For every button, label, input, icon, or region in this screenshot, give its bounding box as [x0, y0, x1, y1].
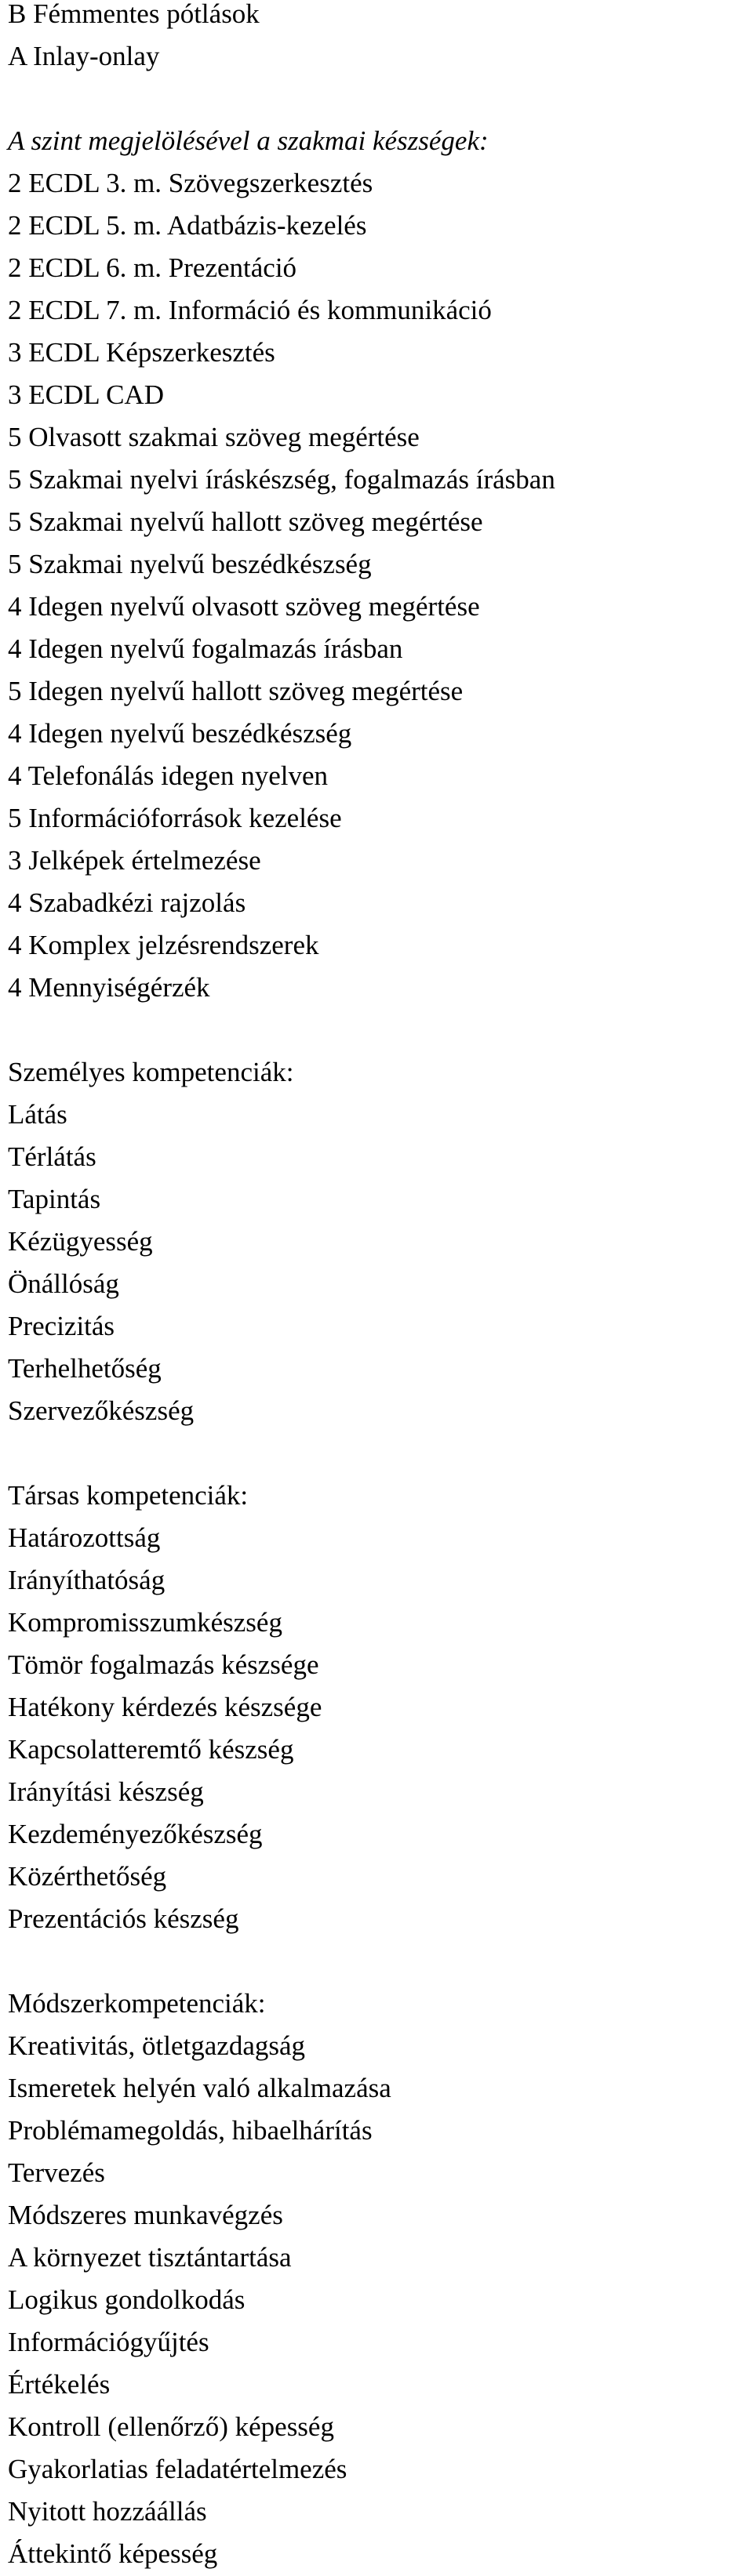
- list-item: 2 ECDL 5. m. Adatbázis-kezelés: [8, 210, 367, 241]
- list-item: 5 Információforrások kezelése: [8, 803, 342, 833]
- list-item: Kezdeményezőkészség: [8, 1819, 263, 1849]
- list-item: 3 Jelképek értelmezése: [8, 845, 261, 876]
- document-body: [8, 0, 745, 2576]
- list-item: 4 Mennyiségérzék: [8, 972, 210, 1003]
- list-item: Értékelés: [8, 2369, 111, 2400]
- list-item: Gyakorlatias feladatértelmezés: [8, 2454, 347, 2484]
- list-item: Kreativitás, ötletgazdagság: [8, 2030, 306, 2061]
- list-item: 2 ECDL 6. m. Prezentáció: [8, 252, 297, 283]
- section-heading-modszer: Módszerkompetenciák:: [8, 1988, 266, 2019]
- list-item: Látás: [8, 1099, 67, 1130]
- header-line-1: B Fémmentes pótlások: [8, 0, 260, 29]
- list-item: Tömör fogalmazás készsége: [8, 1649, 319, 1680]
- list-item: 5 Szakmai nyelvű beszédkészség: [8, 549, 372, 579]
- section-heading-szakmai: A szint megjelölésével a szakmai készségek:: [8, 125, 489, 156]
- list-item: 3 ECDL Képszerkesztés: [8, 337, 275, 368]
- spacer: [8, 1010, 745, 1052]
- list-item: 4 Komplex jelzésrendszerek: [8, 930, 319, 960]
- list-item: Térlátás: [8, 1141, 96, 1172]
- list-item: Tapintás: [8, 1184, 101, 1214]
- section-heading-szemelyes: Személyes kompetenciák:: [8, 1057, 294, 1087]
- list-item: 2 ECDL 3. m. Szövegszerkesztés: [8, 168, 373, 198]
- list-item: Prezentációs készség: [8, 1903, 239, 1934]
- list-item: Kézügyesség: [8, 1226, 153, 1257]
- szakmai-list: [8, 163, 745, 1010]
- list-item: Problémamegoldás, hibaelhárítás: [8, 2115, 373, 2146]
- section-heading-tarsas: Társas kompetenciák:: [8, 1480, 249, 1511]
- list-item: A környezet tisztántartása: [8, 2242, 292, 2273]
- list-item: Kapcsolatteremtő készség: [8, 1734, 294, 1765]
- list-item: Önállóság: [8, 1268, 119, 1299]
- list-item: Szervezőkészség: [8, 1395, 195, 1426]
- list-item: 4 Idegen nyelvű olvasott szöveg megértése: [8, 591, 480, 622]
- list-item: Kontroll (ellenőrző) képesség: [8, 2411, 334, 2442]
- spacer: [8, 1433, 745, 1475]
- modszer-list: [8, 2026, 745, 2576]
- list-item: Tervezés: [8, 2157, 105, 2188]
- list-item: Közérthetőség: [8, 1861, 167, 1892]
- spacer: [8, 78, 745, 121]
- list-item: 4 Szabadkézi rajzolás: [8, 887, 246, 918]
- list-item: Információgyűjtés: [8, 2327, 209, 2357]
- list-item: Áttekintő képesség: [8, 2538, 218, 2569]
- tarsas-list: [8, 1518, 745, 1941]
- list-item: 5 Olvasott szakmai szöveg megértése: [8, 422, 420, 452]
- szemelyes-list: [8, 1094, 745, 1433]
- list-item: 5 Szakmai nyelvi íráskészség, fogalmazás írásban: [8, 464, 555, 495]
- header-line-2: A Inlay-onlay: [8, 41, 160, 71]
- list-item: 2 ECDL 7. m. Információ és kommunikáció: [8, 295, 492, 325]
- list-item: Kompromisszumkészség: [8, 1607, 282, 1638]
- list-item: 4 Telefonálás idegen nyelven: [8, 760, 329, 791]
- list-item: Módszeres munkavégzés: [8, 2200, 283, 2230]
- list-item: 4 Idegen nyelvű beszédkészség: [8, 718, 352, 749]
- list-item: Hatékony kérdezés készsége: [8, 1692, 322, 1722]
- list-item: 5 Szakmai nyelvű hallott szöveg megértése: [8, 506, 483, 537]
- list-item: 4 Idegen nyelvű fogalmazás írásban: [8, 633, 403, 664]
- list-item: 3 ECDL CAD: [8, 379, 164, 410]
- spacer: [8, 1941, 745, 1983]
- list-item: Ismeretek helyén való alkalmazása: [8, 2073, 391, 2103]
- list-item: 5 Idegen nyelvű hallott szöveg megértése: [8, 676, 464, 706]
- list-item: Határozottság: [8, 1522, 161, 1553]
- list-item: Logikus gondolkodás: [8, 2284, 246, 2315]
- list-item: Terhelhetőség: [8, 1353, 162, 1384]
- list-item: Irányíthatóság: [8, 1565, 166, 1595]
- list-item: Precizitás: [8, 1311, 115, 1341]
- list-item: Nyitott hozzáállás: [8, 2496, 207, 2527]
- list-item: Irányítási készség: [8, 1776, 204, 1807]
